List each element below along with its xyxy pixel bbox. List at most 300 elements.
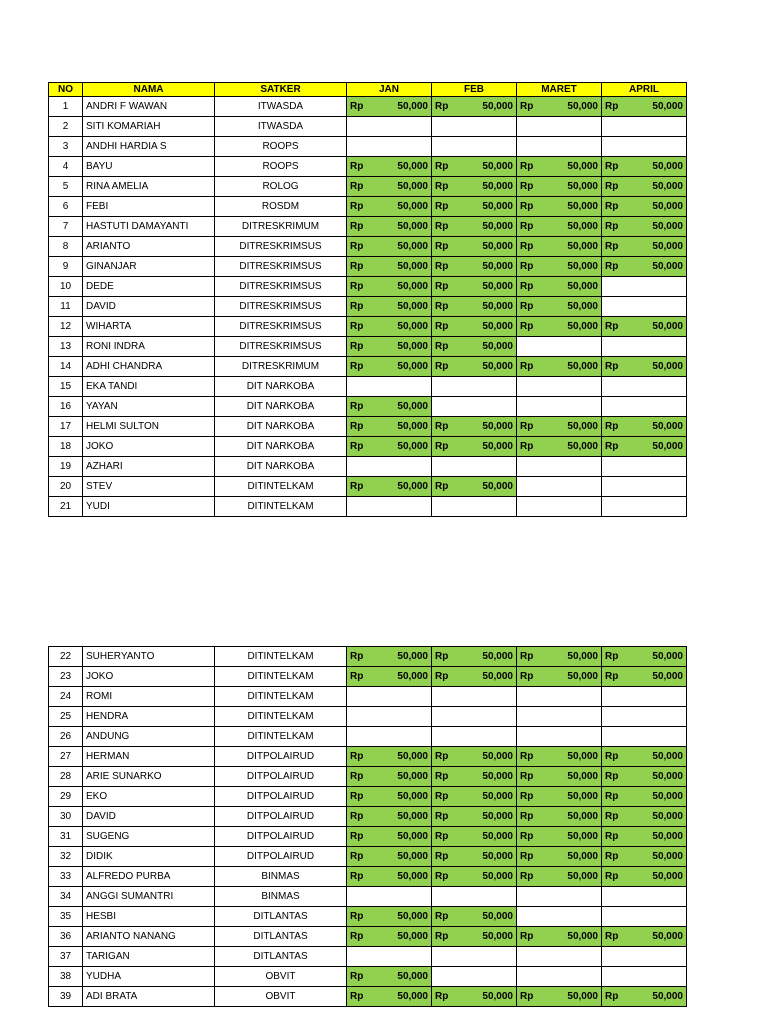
- row-no: 24: [49, 687, 83, 707]
- payment-cell-april: [602, 217, 687, 237]
- payment-cell-april: [602, 357, 687, 377]
- payment-cell-maret: [517, 787, 602, 807]
- payment-cell-jan: [347, 297, 432, 317]
- amount-value: 50,000: [482, 871, 513, 882]
- payment-cell-jan: [347, 257, 432, 277]
- table-row: [49, 377, 687, 397]
- payment-cell-april: [602, 787, 687, 807]
- payment-cell-jan: [347, 747, 432, 767]
- amount-value: 50,000: [652, 241, 683, 252]
- currency-label: Rp: [605, 851, 619, 862]
- header-feb: FEB: [432, 83, 517, 97]
- currency-label: Rp: [605, 321, 619, 332]
- currency-label: Rp: [435, 481, 449, 492]
- amount-value: 50,000: [567, 811, 598, 822]
- amount-value: 50,000: [652, 161, 683, 172]
- row-nama: ARIANTO: [83, 237, 215, 257]
- currency-label: Rp: [520, 931, 534, 942]
- amount-value: 50,000: [567, 321, 598, 332]
- payment-cell-april: [602, 907, 687, 927]
- payment-cell-maret: [517, 357, 602, 377]
- table-row: [49, 927, 687, 947]
- currency-label: Rp: [435, 791, 449, 802]
- amount-value: 50,000: [652, 671, 683, 682]
- row-no: 4: [49, 157, 83, 177]
- row-satker: DITINTELKAM: [215, 727, 347, 747]
- row-satker: DIT NARKOBA: [215, 377, 347, 397]
- currency-label: Rp: [350, 161, 364, 172]
- amount-value: 50,000: [652, 441, 683, 452]
- payment-cell-feb: [432, 647, 517, 667]
- payment-cell-feb: [432, 317, 517, 337]
- currency-label: Rp: [350, 281, 364, 292]
- header-april: APRIL: [602, 83, 687, 97]
- amount-value: 50,000: [482, 651, 513, 662]
- currency-label: Rp: [350, 751, 364, 762]
- payment-cell-april: [602, 887, 687, 907]
- currency-label: Rp: [605, 201, 619, 212]
- payment-cell-april: [602, 987, 687, 1007]
- row-satker: DITLANTAS: [215, 927, 347, 947]
- amount-value: 50,000: [567, 871, 598, 882]
- payment-cell-maret: [517, 97, 602, 117]
- payment-cell-feb: [432, 137, 517, 157]
- payment-cell-maret: [517, 767, 602, 787]
- header-satker: SATKER: [215, 83, 347, 97]
- amount-value: 50,000: [567, 441, 598, 452]
- table-row: [49, 727, 687, 747]
- header-jan: JAN: [347, 83, 432, 97]
- currency-label: Rp: [520, 791, 534, 802]
- payment-cell-maret: [517, 707, 602, 727]
- amount-value: 50,000: [567, 931, 598, 942]
- table-row: [49, 647, 687, 667]
- currency-label: Rp: [520, 161, 534, 172]
- currency-label: Rp: [435, 241, 449, 252]
- row-satker: DITPOLAIRUD: [215, 747, 347, 767]
- amount-value: 50,000: [567, 181, 598, 192]
- row-nama: HENDRA: [83, 707, 215, 727]
- currency-label: Rp: [520, 751, 534, 762]
- amount-value: 50,000: [397, 241, 428, 252]
- payment-cell-april: [602, 237, 687, 257]
- amount-value: 50,000: [652, 201, 683, 212]
- row-satker: DITRESKRIMSUS: [215, 297, 347, 317]
- currency-label: Rp: [520, 181, 534, 192]
- currency-label: Rp: [435, 671, 449, 682]
- payment-cell-maret: [517, 337, 602, 357]
- table-row: [49, 257, 687, 277]
- row-nama: AZHARI: [83, 457, 215, 477]
- row-nama: ARIANTO NANANG: [83, 927, 215, 947]
- currency-label: Rp: [435, 421, 449, 432]
- amount-value: 50,000: [652, 811, 683, 822]
- amount-value: 50,000: [397, 181, 428, 192]
- amount-value: 50,000: [482, 791, 513, 802]
- row-satker: ROOPS: [215, 137, 347, 157]
- row-satker: DITINTELKAM: [215, 687, 347, 707]
- currency-label: Rp: [605, 221, 619, 232]
- payment-cell-maret: [517, 437, 602, 457]
- amount-value: 50,000: [567, 301, 598, 312]
- currency-label: Rp: [350, 101, 364, 112]
- currency-label: Rp: [605, 831, 619, 842]
- currency-label: Rp: [350, 931, 364, 942]
- currency-label: Rp: [350, 441, 364, 452]
- payment-cell-april: [602, 927, 687, 947]
- row-satker: ROSDM: [215, 197, 347, 217]
- amount-value: 50,000: [397, 421, 428, 432]
- amount-value: 50,000: [652, 991, 683, 1002]
- payment-cell-jan: [347, 397, 432, 417]
- amount-value: 50,000: [652, 261, 683, 272]
- row-nama: EKO: [83, 787, 215, 807]
- row-nama: JOKO: [83, 667, 215, 687]
- currency-label: Rp: [520, 261, 534, 272]
- currency-label: Rp: [350, 481, 364, 492]
- payment-cell-maret: [517, 947, 602, 967]
- row-no: 14: [49, 357, 83, 377]
- payment-cell-maret: [517, 967, 602, 987]
- payment-cell-feb: [432, 417, 517, 437]
- payment-cell-jan: [347, 687, 432, 707]
- currency-label: Rp: [520, 321, 534, 332]
- payment-cell-jan: [347, 437, 432, 457]
- currency-label: Rp: [350, 671, 364, 682]
- payment-cell-maret: [517, 157, 602, 177]
- currency-label: Rp: [520, 851, 534, 862]
- currency-label: Rp: [350, 181, 364, 192]
- amount-value: 50,000: [397, 101, 428, 112]
- payment-cell-maret: [517, 277, 602, 297]
- amount-value: 50,000: [567, 241, 598, 252]
- payment-cell-jan: [347, 907, 432, 927]
- row-no: 38: [49, 967, 83, 987]
- row-satker: DITRESKRIMUM: [215, 217, 347, 237]
- amount-value: 50,000: [567, 791, 598, 802]
- payment-cell-april: [602, 277, 687, 297]
- amount-value: 50,000: [482, 281, 513, 292]
- payment-cell-jan: [347, 667, 432, 687]
- amount-value: 50,000: [567, 851, 598, 862]
- payment-cell-maret: [517, 397, 602, 417]
- payment-cell-maret: [517, 497, 602, 517]
- payment-cell-feb: [432, 177, 517, 197]
- table-row: [49, 297, 687, 317]
- currency-label: Rp: [435, 301, 449, 312]
- payment-cell-feb: [432, 967, 517, 987]
- currency-label: Rp: [520, 101, 534, 112]
- payment-cell-april: [602, 417, 687, 437]
- currency-label: Rp: [605, 751, 619, 762]
- row-nama: ROMI: [83, 687, 215, 707]
- row-satker: DITPOLAIRUD: [215, 807, 347, 827]
- row-nama: YUDI: [83, 497, 215, 517]
- payment-cell-jan: [347, 947, 432, 967]
- payment-cell-april: [602, 647, 687, 667]
- row-satker: DIT NARKOBA: [215, 437, 347, 457]
- row-satker: DITLANTAS: [215, 947, 347, 967]
- payment-cell-feb: [432, 437, 517, 457]
- currency-label: Rp: [435, 831, 449, 842]
- row-no: 11: [49, 297, 83, 317]
- row-nama: GINANJAR: [83, 257, 215, 277]
- payment-cell-feb: [432, 377, 517, 397]
- table-row: [49, 177, 687, 197]
- row-nama: ANDRI F WAWAN: [83, 97, 215, 117]
- row-no: 25: [49, 707, 83, 727]
- payment-cell-feb: [432, 97, 517, 117]
- row-nama: WIHARTA: [83, 317, 215, 337]
- row-nama: DIDIK: [83, 847, 215, 867]
- row-satker: DIT NARKOBA: [215, 397, 347, 417]
- currency-label: Rp: [605, 931, 619, 942]
- row-nama: ANDUNG: [83, 727, 215, 747]
- payment-cell-jan: [347, 157, 432, 177]
- amount-value: 50,000: [397, 321, 428, 332]
- table-row: [49, 97, 687, 117]
- table-row: [49, 197, 687, 217]
- table-row: [49, 137, 687, 157]
- payment-cell-maret: [517, 177, 602, 197]
- table-row: [49, 867, 687, 887]
- row-no: 27: [49, 747, 83, 767]
- table-row: [49, 497, 687, 517]
- row-satker: DITPOLAIRUD: [215, 847, 347, 867]
- table-row: [49, 477, 687, 497]
- row-no: 8: [49, 237, 83, 257]
- header-no: NO: [49, 83, 83, 97]
- currency-label: Rp: [520, 301, 534, 312]
- amount-value: 50,000: [397, 971, 428, 982]
- amount-value: 50,000: [482, 931, 513, 942]
- currency-label: Rp: [520, 241, 534, 252]
- payment-cell-feb: [432, 357, 517, 377]
- payment-cell-april: [602, 967, 687, 987]
- row-no: 39: [49, 987, 83, 1007]
- row-nama: RONI INDRA: [83, 337, 215, 357]
- payment-cell-feb: [432, 727, 517, 747]
- payment-cell-feb: [432, 197, 517, 217]
- payment-cell-jan: [347, 847, 432, 867]
- payment-cell-april: [602, 297, 687, 317]
- currency-label: Rp: [605, 101, 619, 112]
- amount-value: 50,000: [482, 751, 513, 762]
- payment-cell-april: [602, 727, 687, 747]
- amount-value: 50,000: [482, 101, 513, 112]
- currency-label: Rp: [435, 101, 449, 112]
- currency-label: Rp: [435, 991, 449, 1002]
- row-satker: ROLOG: [215, 177, 347, 197]
- amount-value: 50,000: [652, 751, 683, 762]
- payment-cell-april: [602, 747, 687, 767]
- row-nama: SITI KOMARIAH: [83, 117, 215, 137]
- payment-cell-feb: [432, 887, 517, 907]
- row-no: 26: [49, 727, 83, 747]
- header-row: [49, 83, 687, 97]
- payment-cell-feb: [432, 807, 517, 827]
- currency-label: Rp: [605, 811, 619, 822]
- payment-cell-feb: [432, 117, 517, 137]
- payment-cell-april: [602, 397, 687, 417]
- amount-value: 50,000: [397, 771, 428, 782]
- payment-cell-april: [602, 157, 687, 177]
- row-satker: DITINTELKAM: [215, 477, 347, 497]
- row-no: 34: [49, 887, 83, 907]
- currency-label: Rp: [520, 441, 534, 452]
- row-satker: DITRESKRIMSUS: [215, 257, 347, 277]
- currency-label: Rp: [435, 161, 449, 172]
- payment-cell-maret: [517, 217, 602, 237]
- payment-cell-jan: [347, 317, 432, 337]
- currency-label: Rp: [350, 201, 364, 212]
- row-no: 1: [49, 97, 83, 117]
- amount-value: 50,000: [397, 811, 428, 822]
- row-satker: DITRESKRIMUM: [215, 357, 347, 377]
- row-satker: ITWASDA: [215, 97, 347, 117]
- row-nama: HELMI SULTON: [83, 417, 215, 437]
- table-row: [49, 707, 687, 727]
- currency-label: Rp: [435, 181, 449, 192]
- currency-label: Rp: [520, 811, 534, 822]
- row-no: 29: [49, 787, 83, 807]
- currency-label: Rp: [605, 241, 619, 252]
- currency-label: Rp: [350, 341, 364, 352]
- amount-value: 50,000: [567, 281, 598, 292]
- payment-cell-maret: [517, 377, 602, 397]
- row-satker: OBVIT: [215, 967, 347, 987]
- row-no: 17: [49, 417, 83, 437]
- table-2-body: [49, 647, 687, 1007]
- amount-value: 50,000: [567, 201, 598, 212]
- payment-cell-jan: [347, 827, 432, 847]
- row-satker: BINMAS: [215, 867, 347, 887]
- table-row: [49, 277, 687, 297]
- row-satker: DITPOLAIRUD: [215, 827, 347, 847]
- table-row: [49, 847, 687, 867]
- row-nama: ALFREDO PURBA: [83, 867, 215, 887]
- row-no: 2: [49, 117, 83, 137]
- currency-label: Rp: [520, 421, 534, 432]
- payment-cell-jan: [347, 237, 432, 257]
- payment-cell-jan: [347, 197, 432, 217]
- row-nama: YUDHA: [83, 967, 215, 987]
- row-satker: DITRESKRIMSUS: [215, 277, 347, 297]
- payment-cell-feb: [432, 907, 517, 927]
- table-row: [49, 157, 687, 177]
- payment-cell-feb: [432, 947, 517, 967]
- currency-label: Rp: [350, 301, 364, 312]
- currency-label: Rp: [350, 421, 364, 432]
- currency-label: Rp: [520, 201, 534, 212]
- amount-value: 50,000: [397, 161, 428, 172]
- amount-value: 50,000: [482, 831, 513, 842]
- payment-cell-april: [602, 457, 687, 477]
- row-nama: HERMAN: [83, 747, 215, 767]
- amount-value: 50,000: [482, 221, 513, 232]
- payment-cell-jan: [347, 137, 432, 157]
- table-row: [49, 787, 687, 807]
- row-nama: HESBI: [83, 907, 215, 927]
- payment-cell-feb: [432, 257, 517, 277]
- amount-value: 50,000: [652, 871, 683, 882]
- table-row: [49, 947, 687, 967]
- payment-cell-april: [602, 827, 687, 847]
- row-nama: ANGGI SUMANTRI: [83, 887, 215, 907]
- payment-cell-jan: [347, 967, 432, 987]
- payment-cell-jan: [347, 867, 432, 887]
- payment-cell-jan: [347, 457, 432, 477]
- row-satker: DIT NARKOBA: [215, 457, 347, 477]
- amount-value: 50,000: [397, 871, 428, 882]
- row-satker: DITINTELKAM: [215, 647, 347, 667]
- amount-value: 50,000: [482, 181, 513, 192]
- row-no: 13: [49, 337, 83, 357]
- table-row: [49, 337, 687, 357]
- payment-cell-feb: [432, 767, 517, 787]
- payment-cell-jan: [347, 987, 432, 1007]
- amount-value: 50,000: [482, 161, 513, 172]
- amount-value: 50,000: [652, 851, 683, 862]
- currency-label: Rp: [520, 361, 534, 372]
- payment-cell-maret: [517, 457, 602, 477]
- currency-label: Rp: [435, 931, 449, 942]
- row-no: 30: [49, 807, 83, 827]
- currency-label: Rp: [350, 241, 364, 252]
- currency-label: Rp: [350, 911, 364, 922]
- payment-cell-april: [602, 667, 687, 687]
- payment-cell-maret: [517, 297, 602, 317]
- currency-label: Rp: [350, 851, 364, 862]
- row-no: 6: [49, 197, 83, 217]
- amount-value: 50,000: [397, 361, 428, 372]
- payment-cell-maret: [517, 827, 602, 847]
- row-nama: BAYU: [83, 157, 215, 177]
- amount-value: 50,000: [567, 751, 598, 762]
- payment-cell-feb: [432, 747, 517, 767]
- header-nama: NAMA: [83, 83, 215, 97]
- payment-cell-feb: [432, 477, 517, 497]
- currency-label: Rp: [350, 871, 364, 882]
- currency-label: Rp: [350, 771, 364, 782]
- currency-label: Rp: [435, 361, 449, 372]
- currency-label: Rp: [520, 831, 534, 842]
- currency-label: Rp: [605, 261, 619, 272]
- row-satker: ROOPS: [215, 157, 347, 177]
- currency-label: Rp: [435, 811, 449, 822]
- amount-value: 50,000: [397, 221, 428, 232]
- amount-value: 50,000: [567, 671, 598, 682]
- payment-cell-feb: [432, 217, 517, 237]
- amount-value: 50,000: [397, 751, 428, 762]
- amount-value: 50,000: [482, 911, 513, 922]
- amount-value: 50,000: [652, 321, 683, 332]
- payment-cell-jan: [347, 417, 432, 437]
- amount-value: 50,000: [652, 831, 683, 842]
- payment-cell-feb: [432, 497, 517, 517]
- amount-value: 50,000: [482, 441, 513, 452]
- amount-value: 50,000: [652, 931, 683, 942]
- currency-label: Rp: [435, 341, 449, 352]
- amount-value: 50,000: [397, 441, 428, 452]
- table-row: [49, 907, 687, 927]
- payment-cell-april: [602, 847, 687, 867]
- payment-cell-feb: [432, 457, 517, 477]
- row-nama: SUHERYANTO: [83, 647, 215, 667]
- payment-cell-jan: [347, 357, 432, 377]
- row-no: 23: [49, 667, 83, 687]
- currency-label: Rp: [350, 361, 364, 372]
